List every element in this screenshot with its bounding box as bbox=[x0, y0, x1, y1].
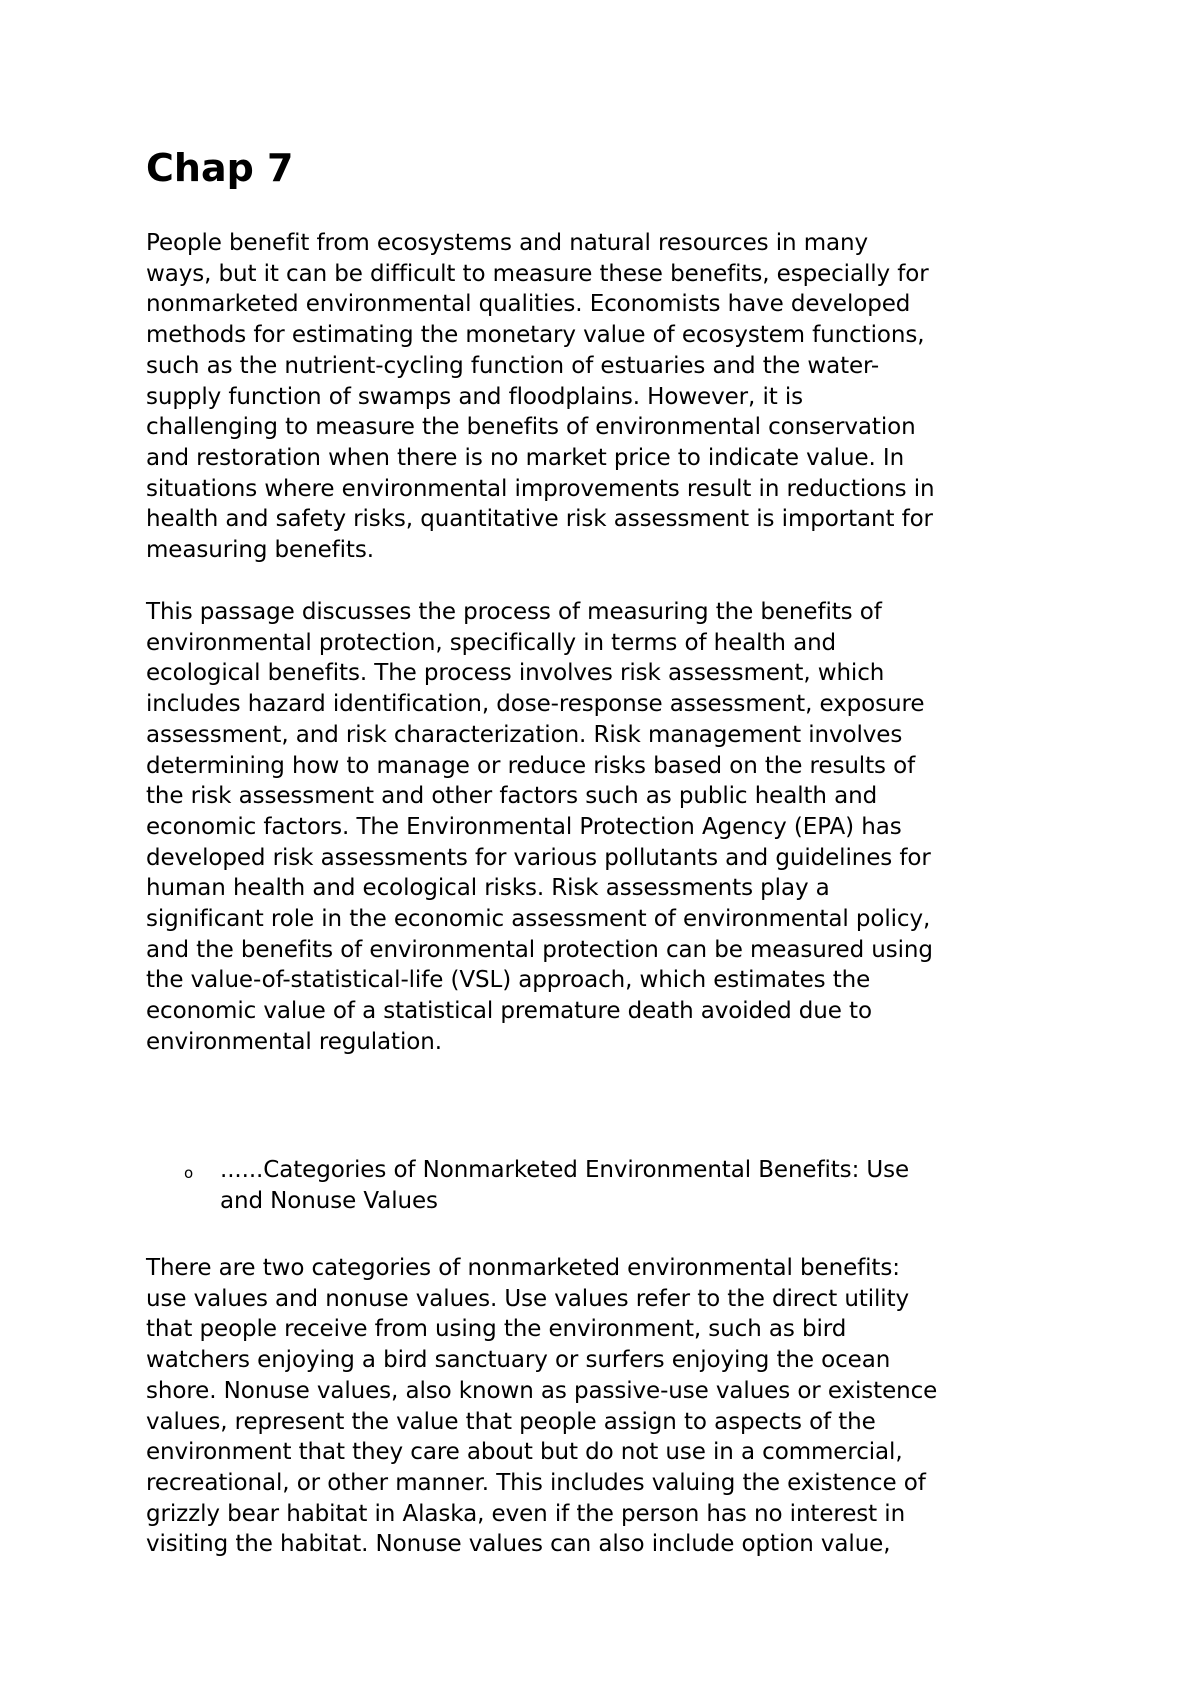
paragraph-intro: People benefit from ecosystems and natural resources in many ways, but it can be difficult to measure these benefits, especially for nonmarketed environmental qualities. Economists have developed methods for estimating the monetary value of ecosystem functions, such as the nutrient-cycling function of estuaries and the water- supply function of swamps and floodplains. However, it is challenging to measure the benefits of environmental conservation and restoration when there is no market price to indicate value. In situations where environmental improvements result in reductions in health and safety risks, quantitative risk assessment is important for measuring benefits. bbox=[146, 230, 935, 564]
bullet-circle-icon: o bbox=[184, 1164, 194, 1182]
paragraph-use-nonuse-values: There are two categories of nonmarketed environmental benefits: use values and nonuse values. Use values refer to the direct utility that people receive from using the environment, such as bird watchers enjoying a bird sanctuary or surfers enjoying the ocean shore. Nonuse values, also known as passive-use values or existence values, represent the value that people assign to aspects of the environment that they care about but do not use in a commercial, recreational, or other manner. This includes valuing the existence of grizzly bear habitat in Alaska, even if the person has no interest in visiting the habitat. Nonuse values can also include option value, bbox=[146, 1255, 938, 1558]
page-title: Chap 7 bbox=[146, 146, 294, 190]
paragraph-risk-assessment: This passage discusses the process of measuring the benefits of environmental protection, specifically in terms of health and ecological benefits. The process involves risk assessment, which includes hazard identification, dose-response assessment, exposure assessment, and risk characterization. Risk management involves determining how to manage or reduce risks based on the results of the risk assessment and other factors such as public health and economic factors. The Environmental Protection Agency (EPA) has developed risk assessments for various pollutants and guidelines for human health and ecological risks. Risk assessments play a significant role in the economic assessment of environmental policy, and the benefits of environmental protection can be measured using the value-of-statistical-life (VSL) approach, which estimates the economic value of a statistical premature death avoided due to environmental regulation. bbox=[146, 599, 933, 1055]
section-heading-categories: ......Categories of Nonmarketed Environmental Benefits: Use and Nonuse Values bbox=[220, 1157, 910, 1214]
